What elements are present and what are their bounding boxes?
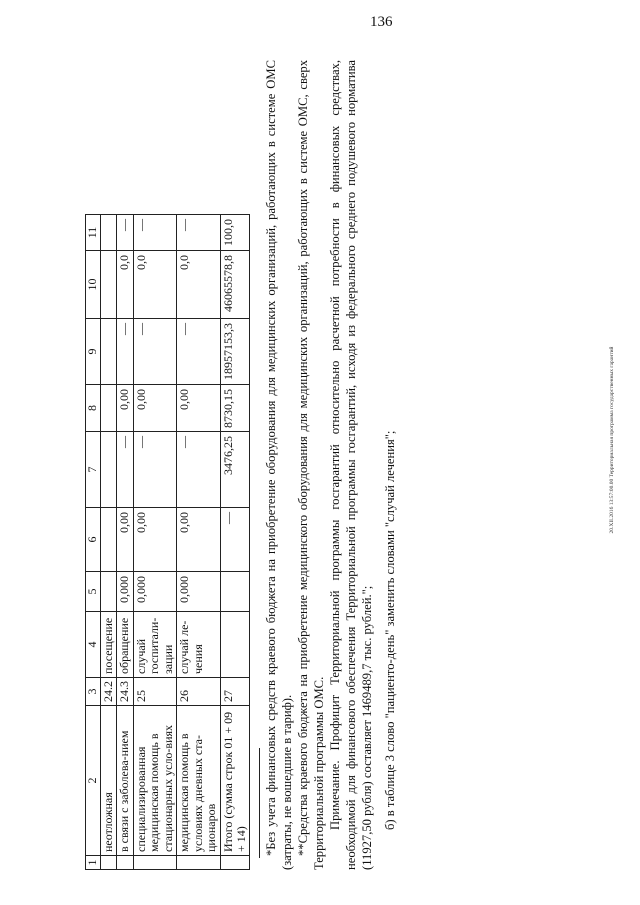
table-cell: — — [117, 215, 133, 251]
table-row — [117, 215, 133, 870]
table-cell: обращение — [117, 612, 133, 678]
table-cell: специализированная медицинская помощь в стационарных усло-виях — [133, 706, 176, 856]
table-cell: 0,000 — [117, 572, 133, 612]
table-cell — [133, 856, 176, 870]
table-row — [177, 215, 220, 870]
table-cell: посещение — [101, 612, 117, 678]
table-cell: 0,00 — [117, 508, 133, 572]
table-cell: 0,00 — [117, 385, 133, 432]
table-cell: 46065578,8 — [220, 251, 250, 319]
table-cell: 100,0 — [220, 215, 250, 251]
table-cell: 0,000 — [133, 572, 176, 612]
table-cell: 27 — [220, 678, 250, 706]
table-cell — [220, 856, 250, 870]
table-cell — [101, 856, 117, 870]
table-cell: в связи с заболева-нием — [117, 706, 133, 856]
table-cell — [101, 385, 117, 432]
table-cell — [220, 572, 250, 612]
table-cell: 0,00 — [133, 385, 176, 432]
table-cell: 3476,25 — [220, 432, 250, 508]
table-cell: — — [133, 432, 176, 508]
table-row — [133, 215, 176, 870]
table-cell: Итого (сумма строк 01 + 09 + 14) — [220, 706, 250, 856]
table-cell: — — [117, 432, 133, 508]
column-header: 8 — [86, 385, 101, 432]
page-number: 136 — [370, 14, 393, 30]
document-stamp — [592, 240, 632, 640]
finance-table — [85, 214, 250, 870]
table-cell: — — [133, 215, 176, 251]
table-cell: 25 — [133, 678, 176, 706]
table-cell: 0,0 — [133, 251, 176, 319]
table-cell — [220, 612, 250, 678]
table-cell: 26 — [177, 678, 220, 706]
table-cell: случай ле-чения — [177, 612, 220, 678]
table-cell — [101, 215, 117, 251]
table-cell: — — [177, 215, 220, 251]
stamp-text: 20.XII.2016 13:57:00.00 Территориальная программа государственных гарантий — [609, 346, 615, 534]
column-header: 5 — [86, 572, 101, 612]
table-cell: — — [177, 432, 220, 508]
column-header: 11 — [86, 215, 101, 251]
table-cell: 18957153,3 — [220, 319, 250, 385]
footnote-2: **Средства краевого бюджета на приобретение медицинского оборудования для медицинских организаций, работающих в системе ОМС, сверх Территориальной программы ОМС. — [296, 60, 326, 870]
table-cell: — — [220, 508, 250, 572]
table-cell — [101, 572, 117, 612]
table-cell: 0,0 — [117, 251, 133, 319]
column-header: 1 — [86, 856, 101, 870]
table-cell: — — [117, 319, 133, 385]
column-header: 4 — [86, 612, 101, 678]
column-header: 9 — [86, 319, 101, 385]
table-cell: — — [133, 319, 176, 385]
column-header: 3 — [86, 678, 101, 706]
table-cell: 8730,15 — [220, 385, 250, 432]
amendment-b: б) в таблице 3 слово "пациенто-день" заменить словами "случай лечения"; — [383, 430, 398, 830]
table-cell: — — [177, 319, 220, 385]
table-header-row — [86, 215, 101, 870]
column-header: 7 — [86, 432, 101, 508]
table-cell: медицинская помощь в условиях дневных ста-ционаров — [177, 706, 220, 856]
table-row — [220, 215, 250, 870]
table-cell: случай госпитали-зации — [133, 612, 176, 678]
table-cell — [101, 508, 117, 572]
column-header: 10 — [86, 251, 101, 319]
footnote-rule — [259, 748, 260, 858]
footnote-1: *Без учета финансовых средств краевого бюджета на приобретение оборудования для медицинских организаций, работающих в системе ОМС (затраты, не вошедшие в тариф). — [264, 60, 295, 870]
table-cell: 24.2 — [101, 678, 117, 706]
rotated-page-content — [85, 60, 515, 870]
table-cell: 0,00 — [177, 508, 220, 572]
column-header: 2 — [86, 706, 101, 856]
table-cell: 0,000 — [177, 572, 220, 612]
table-cell — [101, 319, 117, 385]
table-row — [101, 215, 117, 870]
note-surplus: Примечание. Профицит Территориальной программы госгарантий относительно расчетной потребности в финансовых средствах, необходимой для финансового обеспечения Территориальной программы госгарантий, исходя из федерального среднего подушевого норматива (11927,50 рубля) составляет 1469489,7 тыс. рублей."; — [327, 60, 374, 870]
table-cell: 0,0 — [177, 251, 220, 319]
column-header: 6 — [86, 508, 101, 572]
table-cell: 24.3 — [117, 678, 133, 706]
table-cell: 0,00 — [133, 508, 176, 572]
table-cell — [117, 856, 133, 870]
notes — [259, 60, 399, 870]
table-cell: неотложная — [101, 706, 117, 856]
table-cell — [177, 856, 220, 870]
table-cell: 0,00 — [177, 385, 220, 432]
table-cell — [101, 251, 117, 319]
table-cell — [101, 432, 117, 508]
